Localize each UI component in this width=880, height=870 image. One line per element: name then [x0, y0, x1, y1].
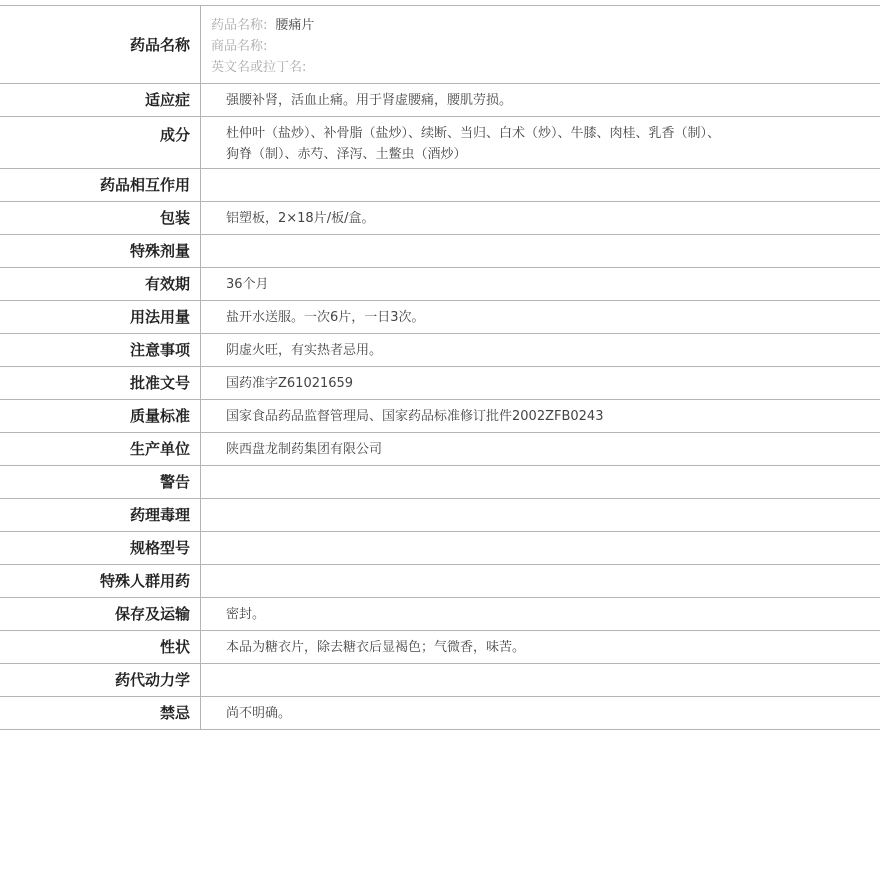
row-drug-name: [0, 6, 880, 84]
row-storage: [0, 598, 880, 631]
row-value: [201, 169, 880, 175]
drug-info-table: [0, 5, 880, 730]
label-cell: [0, 235, 201, 268]
row-special-populations: [0, 565, 880, 598]
value-cell: [201, 598, 880, 631]
label-cell: [0, 532, 201, 565]
label-cell: [0, 631, 201, 664]
label-cell: [0, 6, 201, 84]
value-cell: [201, 169, 880, 202]
value-cell: [201, 697, 880, 730]
row-label: 特殊剂量: [129, 242, 190, 260]
row-label: 生产单位: [129, 440, 190, 458]
row-precautions: [0, 334, 880, 367]
value-cell: [201, 84, 880, 117]
row-special-dosage: [0, 235, 880, 268]
row-label: 禁忌: [159, 704, 190, 722]
label-cell: [0, 433, 201, 466]
row-label: 特殊人群用药: [99, 572, 190, 590]
value-cell: [201, 565, 880, 598]
row-value: [201, 235, 880, 241]
row-label: 包装: [159, 209, 190, 227]
row-value: 盐开水送服。一次6片，一日3次。: [226, 310, 425, 325]
row-warning: [0, 466, 880, 499]
row-label: 用法用量: [129, 308, 190, 326]
row-label: 警告: [159, 473, 190, 491]
generic-name-key: 药品名称:: [211, 18, 268, 33]
row-manufacturer: [0, 433, 880, 466]
row-pharmacology: [0, 499, 880, 532]
label-cell: [0, 664, 201, 697]
label-cell: [0, 117, 201, 169]
value-cell: [201, 433, 880, 466]
label-cell: [0, 301, 201, 334]
label-cell: [0, 334, 201, 367]
value-cell: [201, 202, 880, 235]
row-value: 阴虚火旺，有实热者忌用。: [226, 343, 383, 358]
value-cell: [201, 367, 880, 400]
label-cell: [0, 202, 201, 235]
value-cell: [201, 400, 880, 433]
row-value: 铝塑板，2×18片/板/盒。: [226, 211, 375, 226]
row-label: 注意事项: [129, 341, 190, 359]
label-cell: [0, 697, 201, 730]
row-label: 成分: [159, 126, 190, 144]
row-value: 国药准字Z61021659: [226, 376, 354, 391]
row-approval-number: [0, 367, 880, 400]
label-cell: [0, 499, 201, 532]
row-specification: [0, 532, 880, 565]
row-packaging: [0, 202, 880, 235]
trade-name-line: [201, 36, 880, 57]
row-value: 杜仲叶（盐炒）、补骨脂（盐炒）、续断、当归、白术（炒）、牛膝、肉桂、乳香（制）、 狗脊（制）、赤芍、泽泻、土鳖虫（酒炒）: [226, 126, 721, 162]
row-label: 批准文号: [129, 374, 190, 392]
row-label: 规格型号: [129, 539, 190, 557]
row-label: 药代动力学: [114, 671, 190, 689]
label-cell: [0, 268, 201, 301]
generic-name-line: [201, 6, 880, 36]
value-cell: [201, 532, 880, 565]
label-cell: [0, 84, 201, 117]
row-ingredients: [0, 117, 880, 169]
value-cell: [201, 117, 880, 169]
label-cell: [0, 598, 201, 631]
row-value: [201, 565, 880, 571]
value-cell: [201, 334, 880, 367]
row-description: [0, 631, 880, 664]
value-cell: [201, 664, 880, 697]
row-value: [201, 499, 880, 505]
value-cell: [201, 235, 880, 268]
label-cell: [0, 169, 201, 202]
row-interactions: [0, 169, 880, 202]
row-shelf-life: [0, 268, 880, 301]
label-cell: [0, 565, 201, 598]
value-cell: [201, 466, 880, 499]
row-pharmacokinetics: [0, 664, 880, 697]
drug-names-cell: [201, 6, 880, 84]
label-cell: [0, 367, 201, 400]
row-label: 药理毒理: [129, 506, 190, 524]
english-name-key: 英文名或拉丁名:: [211, 60, 307, 75]
row-label: 质量标准: [129, 407, 190, 425]
generic-name-value: 腰痛片: [275, 18, 315, 33]
row-value: [201, 466, 880, 472]
value-cell: [201, 301, 880, 334]
row-label: 性状: [159, 638, 190, 656]
value-cell: [201, 268, 880, 301]
row-value: [201, 532, 880, 538]
row-contraindications: [0, 697, 880, 730]
row-label: 适应症: [144, 91, 190, 109]
row-value: 国家食品药品监督管理局、国家药品标准修订批件2002ZFB0243: [226, 409, 604, 424]
row-label: 有效期: [144, 275, 190, 293]
row-value: [201, 664, 880, 670]
english-name-line: [201, 57, 880, 78]
trade-name-key: 商品名称:: [211, 39, 268, 54]
row-value: 尚不明确。: [226, 706, 292, 721]
row-quality-standard: [0, 400, 880, 433]
row-dosage: [0, 301, 880, 334]
row-value: 36个月: [226, 277, 269, 292]
label-cell: [0, 400, 201, 433]
row-value: 本品为糖衣片，除去糖衣后显褐色；气微香，味苦。: [226, 640, 526, 655]
label-cell: [0, 466, 201, 499]
value-cell: [201, 499, 880, 532]
row-label: 药品名称: [129, 36, 190, 54]
row-label: 药品相互作用: [99, 176, 190, 194]
row-indications: [0, 84, 880, 117]
row-label: 保存及运输: [114, 605, 190, 623]
value-cell: [201, 631, 880, 664]
row-value: 密封。: [226, 607, 266, 622]
row-value: 陕西盘龙制药集团有限公司: [226, 442, 383, 457]
row-value: 强腰补肾，活血止痛。用于肾虚腰痛，腰肌劳损。: [226, 93, 513, 108]
